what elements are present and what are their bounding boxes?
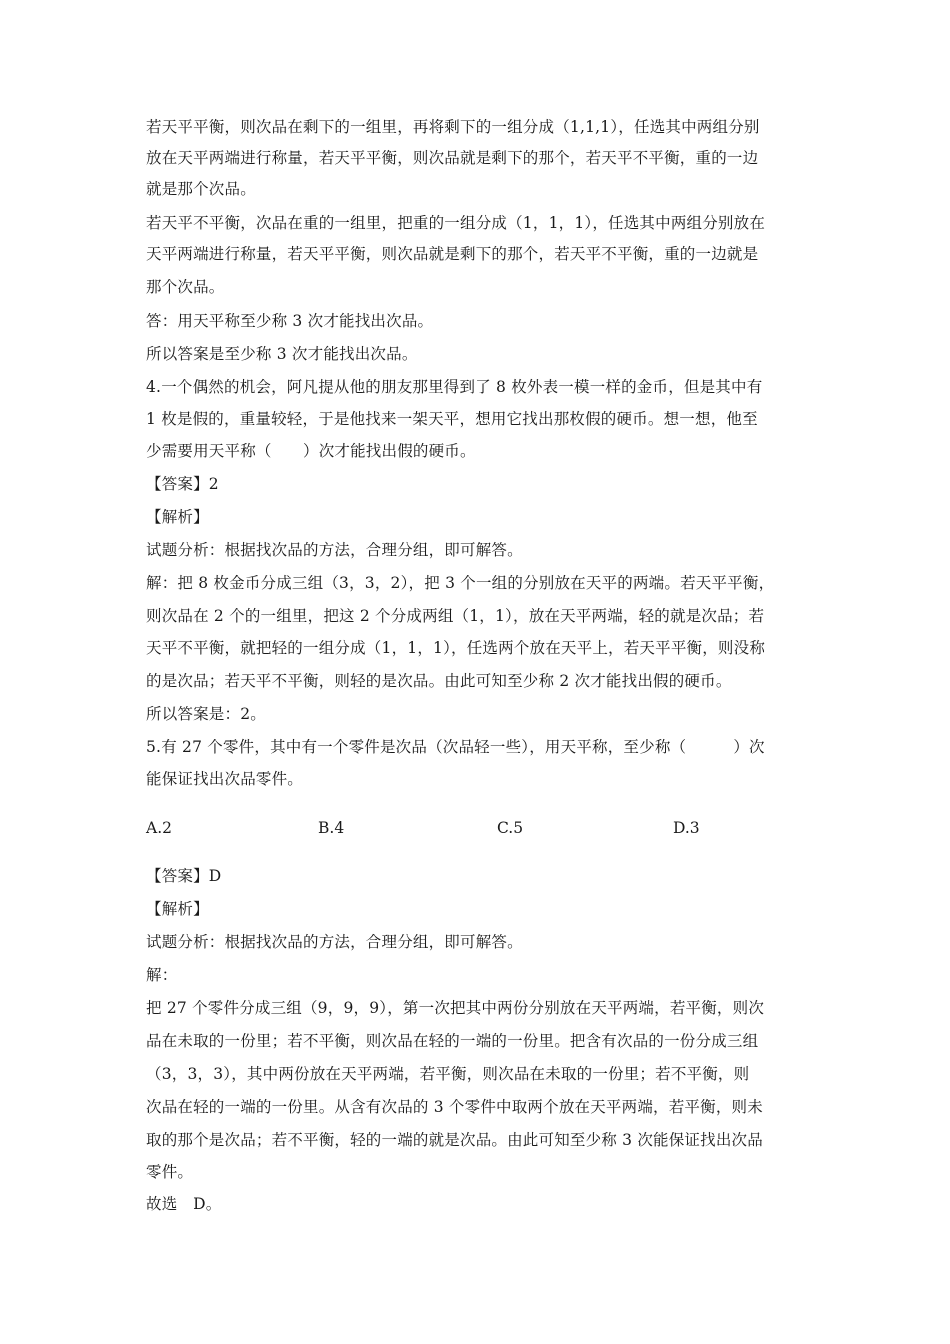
text-line: 少需要用天平称（ ）次才能找出假的硬币。 bbox=[146, 442, 476, 460]
question-4: 4.一个偶然的机会，阿凡提从他的朋友那里得到了 8 枚外表一模一样的金币，但是其中有 bbox=[146, 378, 763, 396]
text-line: 零件。 bbox=[146, 1163, 194, 1181]
analysis-label: 【解析】 bbox=[146, 508, 209, 526]
text-line: 天平不平衡，就把轻的一组分成（1，1，1），任选两个放在天平上，若天平平衡，则没称 bbox=[146, 639, 766, 657]
text-line: 天平两端进行称量，若天平平衡，则次品就是剩下的那个，若天平不平衡，重的一边就是 bbox=[146, 245, 759, 263]
text-line: 1 枚是假的，重量较轻，于是他找来一架天平，想用它找出那枚假的硬币。想一想，他至 bbox=[146, 410, 758, 428]
analysis-label: 【解析】 bbox=[146, 900, 209, 918]
text-line: 试题分析：根据找次品的方法，合理分组，即可解答。 bbox=[146, 541, 523, 559]
text-line: 则次品在 2 个的一组里，把这 2 个分成两组（1，1），放在天平两端，轻的就是次品；若 bbox=[146, 607, 765, 625]
text-line: 答：用天平称至少称 3 次才能找出次品。 bbox=[146, 312, 434, 330]
answer-label: 【答案】D bbox=[146, 867, 222, 885]
text-line: 试题分析：根据找次品的方法，合理分组，即可解答。 bbox=[146, 933, 523, 951]
text-line: 解： bbox=[146, 966, 178, 984]
text-line: 品在未取的一份里；若不平衡，则次品在轻的一端的一份里。把含有次品的一份分成三组 bbox=[146, 1032, 759, 1050]
question-5: 5.有 27 个零件，其中有一个零件是次品（次品轻一些），用天平称，至少称（ ）次 bbox=[146, 738, 765, 756]
text-line: 的是次品；若天平不平衡，则轻的是次品。由此可知至少称 2 次才能找出假的硬币。 bbox=[146, 672, 732, 690]
text-line: 次品在轻的一端的一份里。从含有次品的 3 个零件中取两个放在天平两端，若平衡，则未 bbox=[146, 1098, 763, 1116]
option-b: B.4 bbox=[318, 819, 345, 837]
text-line: 放在天平两端进行称量，若天平平衡，则次品就是剩下的那个，若天平不平衡，重的一边 bbox=[146, 149, 759, 167]
option-a: A.2 bbox=[146, 819, 172, 837]
text-line: 若天平不平衡，次品在重的一组里，把重的一组分成（1，1，1），任选其中两组分别放在 bbox=[146, 214, 766, 232]
text-line: 能保证找出次品零件。 bbox=[146, 770, 304, 788]
option-c: C.5 bbox=[497, 819, 524, 837]
text-line: 就是那个次品。 bbox=[146, 180, 256, 198]
text-line: 若天平平衡，则次品在剩下的一组里，再将剩下的一组分成（1,1,1），任选其中两组分别 bbox=[146, 118, 760, 136]
answer-label: 【答案】2 bbox=[146, 475, 219, 493]
final-choice: 故选 D。 bbox=[146, 1195, 222, 1213]
text-line: 取的那个是次品；若不平衡，轻的一端的就是次品。由此可知至少称 3 次能保证找出次品 bbox=[146, 1131, 763, 1149]
text-line: 解：把 8 枚金币分成三组（3，3，2），把 3 个一组的分别放在天平的两端。若天平平衡， bbox=[146, 574, 775, 592]
text-line: 所以答案是至少称 3 次才能找出次品。 bbox=[146, 345, 418, 363]
text-line: 所以答案是：2。 bbox=[146, 705, 266, 723]
text-line: 那个次品。 bbox=[146, 278, 225, 296]
text-line: （3，3，3），其中两份放在天平两端，若平衡，则次品在未取的一份里；若不平衡，则 bbox=[146, 1065, 750, 1083]
text-line: 把 27 个零件分成三组（9，9，9），第一次把其中两份分别放在天平两端，若平衡，则次 bbox=[146, 999, 765, 1017]
option-d: D.3 bbox=[673, 819, 700, 837]
